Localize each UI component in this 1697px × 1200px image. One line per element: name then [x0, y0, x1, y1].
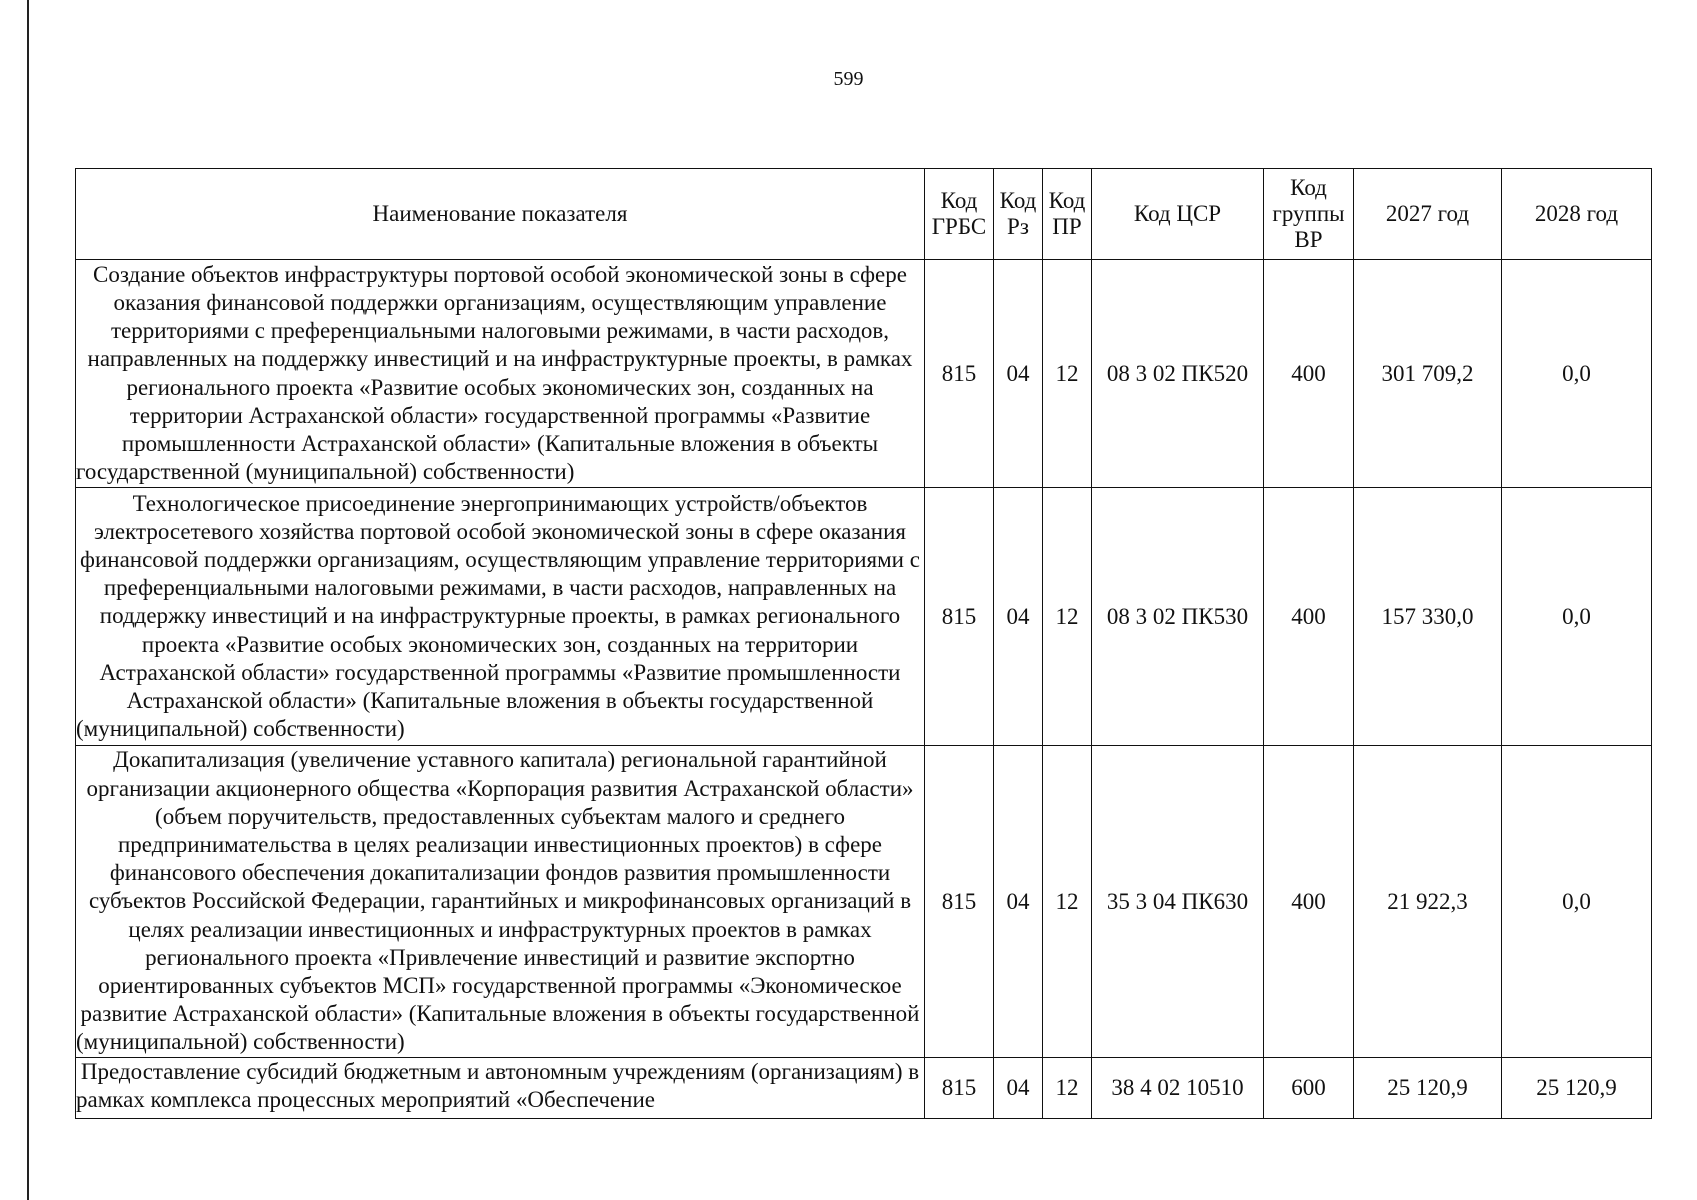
row-csr: 08 3 02 ПК520: [1092, 260, 1264, 488]
row-rz: 04: [994, 260, 1043, 488]
row-rz: 04: [994, 488, 1043, 746]
table-row: [76, 488, 1652, 746]
table-row: [76, 746, 1652, 1058]
row-csr: 38 4 02 10510: [1092, 1058, 1264, 1119]
header-vr: Код группы ВР: [1264, 169, 1354, 260]
row-pr: 12: [1043, 746, 1092, 1058]
row-grbs: 815: [925, 746, 994, 1058]
row-grbs: 815: [925, 1058, 994, 1119]
table-header-row: [76, 169, 1652, 260]
row-pr: 12: [1043, 488, 1092, 746]
row-2028: 0,0: [1502, 260, 1652, 488]
binding-line: [27, 0, 29, 1200]
table-row: [76, 1058, 1652, 1119]
header-2028: 2028 год: [1502, 169, 1652, 260]
row-name: Предоставление субсидий бюджетным и автономным учреждениям (организациям) в рамках комплекса процессных мероприятий «Обеспечение: [76, 1058, 925, 1119]
row-vr: 400: [1264, 260, 1354, 488]
row-2027: 21 922,3: [1354, 746, 1502, 1058]
row-name: Технологическое присоединение энергопринимающих устройств/объектов электросетевого хозяйства портовой особой экономической зоны в сфере оказания финансовой поддержки организациям, осуществляющим управление территориями с преференциальными налоговыми режимами, в части расходов, направленных на поддержку инвестиций и на инфраструктурные проекты, в рамках регионального проекта «Развитие особых экономических зон, созданных на территории Астраханской области» государственной программы «Развитие промышленности Астраханской области» (Капитальные вложения в объекты государственной (муниципальной) собственности): [76, 488, 925, 746]
row-vr: 400: [1264, 746, 1354, 1058]
row-vr: 600: [1264, 1058, 1354, 1119]
header-name: Наименование показателя: [76, 169, 925, 260]
header-csr: Код ЦСР: [1092, 169, 1264, 260]
row-name: Докапитализация (увеличение уставного капитала) региональной гарантийной организации акционерного общества «Корпорация развития Астраханской области» (объем поручительств, предоставленных субъектам малого и среднего предпринимательства в целях реализации инвестиционных проектов) в сфере финансового обеспечения докапитализации фондов развития промышленности субъектов Российской Федерации, гарантийных и микрофинансовых организаций в целях реализации инвестиционных и инфраструктурных проектов в рамках регионального проекта «Привлечение инвестиций и развитие экспортно ориентированных субъектов МСП» государственной программы «Экономическое развитие Астраханской области» (Капитальные вложения в объекты государственной (муниципальной) собственности): [76, 746, 925, 1058]
page-number: 599: [833, 68, 864, 90]
row-grbs: 815: [925, 488, 994, 746]
row-rz: 04: [994, 1058, 1043, 1119]
row-csr: 35 3 04 ПК630: [1092, 746, 1264, 1058]
budget-table: [75, 168, 1652, 1119]
row-2028: 0,0: [1502, 488, 1652, 746]
row-2028: 25 120,9: [1502, 1058, 1652, 1119]
header-pr: Код ПР: [1043, 169, 1092, 260]
header-rz: Код Рз: [994, 169, 1043, 260]
row-name: Создание объектов инфраструктуры портовой особой экономической зоны в сфере оказания финансовой поддержки организациям, осуществляющим управление территориями с преференциальными налоговыми режимами, в части расходов, направленных на поддержку инвестиций и на инфраструктурные проекты, в рамках регионального проекта «Развитие особых экономических зон, созданных на территории Астраханской области» государственной программы «Развитие промышленности Астраханской области» (Капитальные вложения в объекты государственной (муниципальной) собственности): [76, 260, 925, 488]
row-rz: 04: [994, 746, 1043, 1058]
row-csr: 08 3 02 ПК530: [1092, 488, 1264, 746]
header-2027: 2027 год: [1354, 169, 1502, 260]
row-pr: 12: [1043, 1058, 1092, 1119]
header-grbs: Код ГРБС: [925, 169, 994, 260]
row-2027: 25 120,9: [1354, 1058, 1502, 1119]
row-2028: 0,0: [1502, 746, 1652, 1058]
row-grbs: 815: [925, 260, 994, 488]
row-pr: 12: [1043, 260, 1092, 488]
row-2027: 301 709,2: [1354, 260, 1502, 488]
row-2027: 157 330,0: [1354, 488, 1502, 746]
row-vr: 400: [1264, 488, 1354, 746]
table-row: [76, 260, 1652, 488]
